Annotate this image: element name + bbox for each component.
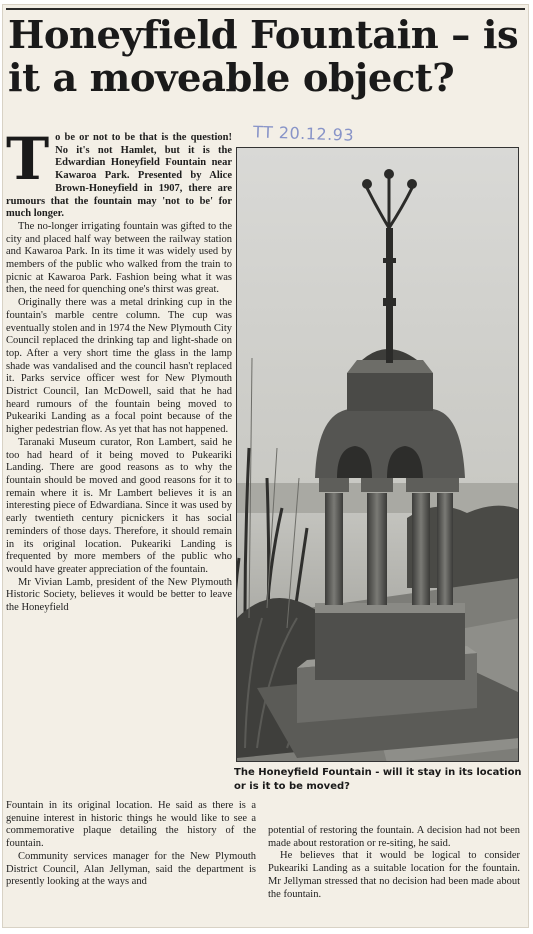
fountain-photo-illustration [237, 148, 519, 762]
body-paragraph: potential of restoring the fountain. A decision had not been made about restoration or re-siting, he said. [268, 825, 520, 849]
article-column-bottom-right [268, 825, 520, 901]
lead-paragraph: o be or not to be that is the question! No it's not Hamlet, but it is the Edwardian Honeyfield Fountain near Kawaroa Park. Presented by Alice Brown-Honeyfield in 1907, there are rumours that the fountain may 'not to be' for much longer. [6, 132, 232, 220]
article-column-bottom-left [6, 800, 256, 889]
body-paragraph: The no-longer irrigating fountain was gifted to the city and placed half way between the railway station and Kawaroa Park. In its time it was widely used by members of the public who walked from the train to picnic at Kawaroa Park. Fashion being what it was then, the need for quenching one's thirst was great. [6, 220, 232, 296]
body-paragraph: Community services manager for the New Plymouth District Council, Alan Jellyman, said the department is presently looking at the ways and [6, 850, 256, 888]
body-paragraph: Taranaki Museum curator, Ron Lambert, said he too had heard of it being moved to Pukeariki Landing. There are good reasons as to why the fountain should be moved and good reasons for it to remain where it is. Mr Lambert believes it is an interesting piece of Edwardiana. Since it was used by early twentieth century picnickers it has social reminders of those days. Therefore, it should remain in its original location. Pukeariki Landing is frequented by more members of the public who would have greater appreciation of the fountain. [6, 436, 232, 575]
fountain-photo [236, 147, 519, 762]
body-paragraph: Fountain in its original location. He said as there is a genuine interest in historic things he would like to see a commemorative plaque detailing the history of the fountain. [6, 800, 256, 850]
drop-cap: T [6, 125, 50, 193]
body-paragraph: Mr Vivian Lamb, president of the New Plymouth Historic Society, believes it would be better to leave the Honeyfield [6, 576, 232, 614]
handwritten-note: TT 20.12.93 [252, 122, 355, 145]
body-paragraph: Originally there was a metal drinking cup in the fountain's marble centre column. The cup was eventually stolen and in 1974 the New Plymouth City Council replaced the drinking tap and light-shade on top. After a very short time the glass in the lamp shade was vandalised and the council hasn't replaced it. Parks service officer west for New Plymouth District Council, Ian McDowell, said that he had heard rumours of the fountain being moved to Pukeariki Landing as a focal point because of the higher pedestrian flow. As yet that has not happened. [6, 297, 232, 436]
body-paragraph: He believes that it would be logical to consider Pukeariki Landing as a suitable location for the fountain. Mr Jellyman stressed that no decision had been made about the fountain. [268, 850, 520, 900]
photo-caption: The Honeyfield Fountain - will it stay in its location or is it to be moved? [234, 767, 522, 792]
top-rule [6, 8, 525, 10]
headline: Honeyfield Fountain – is it a moveable object? [8, 13, 519, 101]
article-column-left [6, 125, 232, 615]
